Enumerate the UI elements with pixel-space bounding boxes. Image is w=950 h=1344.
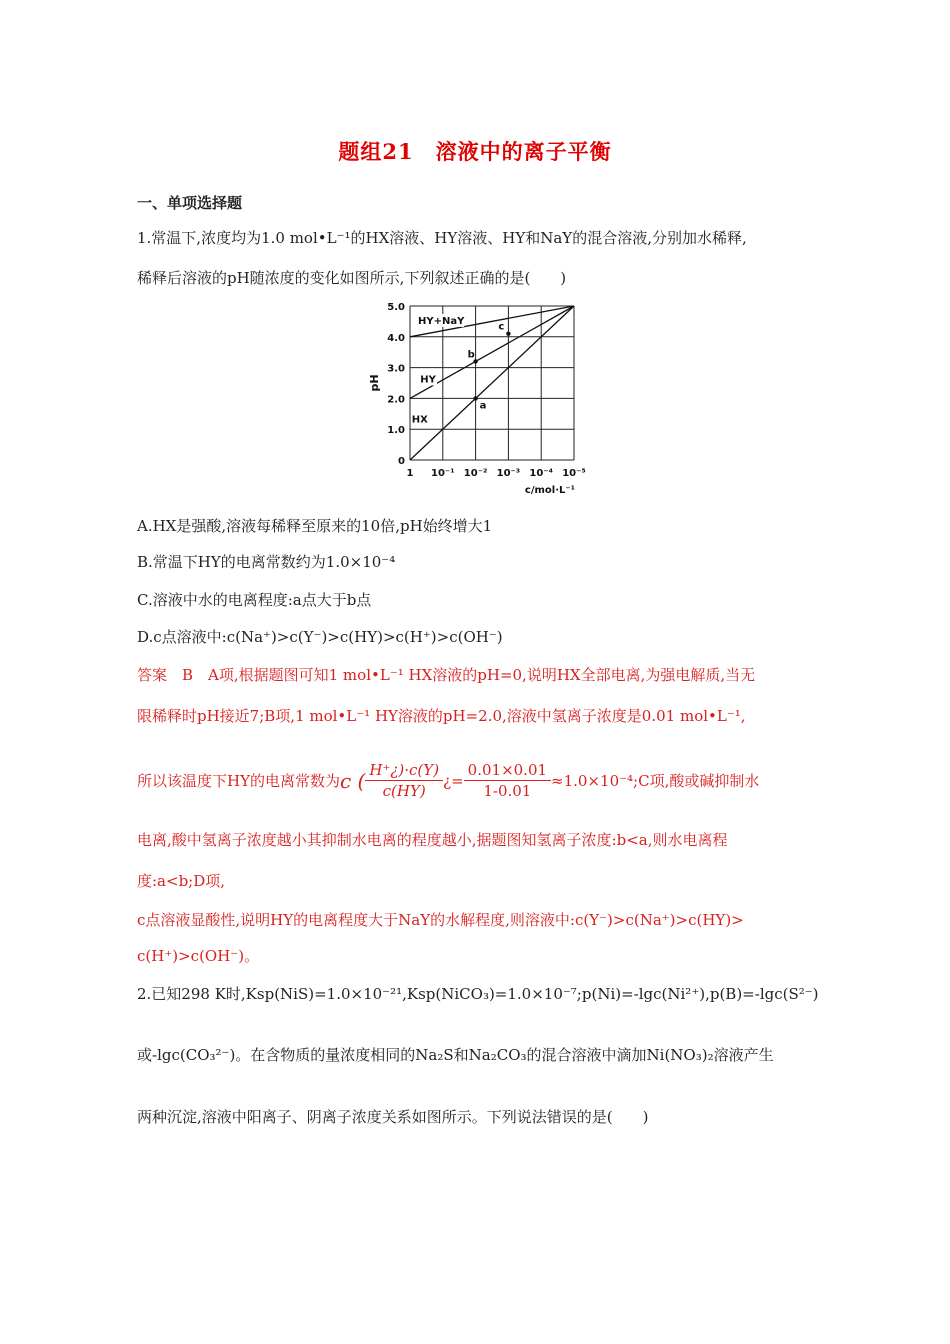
ph-dilution-chart [360,296,600,502]
y-tick-label: 0 [398,456,405,467]
y-tick-label: 1.0 [387,425,405,437]
point-label-a: a [479,400,487,412]
fraction-2-numerator: 0.01×0.01 [464,760,551,781]
fraction-mid: ¿= [443,771,464,790]
answer-line5: 度:a<b;D项, [137,872,226,890]
page-title: 题组21 溶液中的离子平衡 [338,139,612,164]
q2-stem-line2: 或-lgc(CO₃²⁻)。在含物质的量浓度相同的Na₂S和Na₂CO₃的混合溶液中滴加Ni(NO₃)₂溶液产生 [137,1046,774,1064]
answer-line6: c点溶液显酸性,说明HY的电离程度大于NaY的水解程度,则溶液中:c(Y⁻)>c(Na⁺)>c(HY)> [137,911,744,929]
x-tick-label: 10⁻⁵ [562,468,586,479]
y-tick-label: 5.0 [387,302,405,313]
chart-ticks [387,302,586,479]
q1-stem-line2: 稀释后溶液的pH随浓度的变化如图所示,下列叙述正确的是( ) [137,269,567,287]
series-label-hy: HY [420,374,436,386]
fraction-1-denominator: c(HY) [382,782,426,800]
q1-option-b: B.常温下HY的电离常数约为1.0×10⁻⁴ [137,553,396,571]
y-axis-label: pH [368,374,381,392]
series-label-hy-nay: HY+NaY [417,315,465,327]
fraction-ka-numeric [464,760,551,801]
y-tick-label: 4.0 [387,332,405,344]
fraction-ka-symbolic [365,760,443,801]
q2-stem-line1: 2.已知298 K时,Ksp(NiS)=1.0×10⁻²¹,Ksp(NiCO₃)=1.0×10⁻⁷;p(Ni)=-lgc(Ni²⁺),p(B)=-lgc(S²⁻) [137,985,819,1003]
x-tick-label: 10⁻³ [496,468,521,479]
answer-line2: 限稀释时pH接近7;B项,1 mol•L⁻¹ HY溶液的pH=2.0,溶液中氢离子浓度是0.01 mol•L⁻¹, [137,707,746,725]
q1-option-a: A.HX是强酸,溶液每稀释至原来的10倍,pH始终增大1 [137,517,493,535]
point-label-c: c [498,321,505,333]
answer-line1: 答案 B A项,根据题图可知1 mol•L⁻¹ HX溶液的pH=0,说明HX全部电离,为强电解质,当无 [137,666,756,684]
x-axis-label: c/mol·L⁻¹ [524,485,576,496]
x-tick-label: 10⁻² [463,468,488,479]
answer-line3 [137,760,759,801]
series-label-hx: HX [411,414,428,426]
fraction-2-denominator: 1-0.01 [483,782,532,800]
q2-stem-line3: 两种沉淀,溶液中阳离子、阴离子浓度关系如图所示。下列说法错误的是( ) [137,1108,649,1126]
q1-stem-line1: 1.常温下,浓度均为1.0 mol•L⁻¹的HX溶液、HY溶液、HY和NaY的混合溶液,分别加水稀释, [137,229,747,247]
answer-line7: c(H⁺)>c(OH⁻)。 [137,947,260,965]
x-tick-label: 10⁻¹ [431,468,455,479]
fraction-1-numerator: H⁺¿)·c(Y) [365,760,443,781]
point-label-b: b [467,349,475,361]
c-symbol: c ( [340,768,366,793]
data-point-c [506,332,510,336]
x-tick-label: 1 [406,468,414,479]
q1-option-c: C.溶液中水的电离程度:a点大于b点 [137,591,372,609]
section-heading: 一、单项选择题 [137,194,243,212]
q1-option-d: D.c点溶液中:c(Na⁺)>c(Y⁻)>c(HY)>c(H⁺)>c(OH⁻) [137,628,503,646]
data-point-a [473,396,477,400]
answer-line4: 电离,酸中氢离子浓度越小其抑制水电离的程度越小,据题图知氢离子浓度:b<a,则水电离程 [137,831,728,849]
y-tick-label: 2.0 [387,394,405,406]
answer-line3-pre: 所以该温度下HY的电离常数为 [137,771,340,790]
y-tick-label: 3.0 [387,363,405,375]
answer-line3-post: ≈1.0×10⁻⁴;C项,酸或碱抑制水 [551,771,760,790]
x-tick-label: 10⁻⁴ [529,468,553,479]
